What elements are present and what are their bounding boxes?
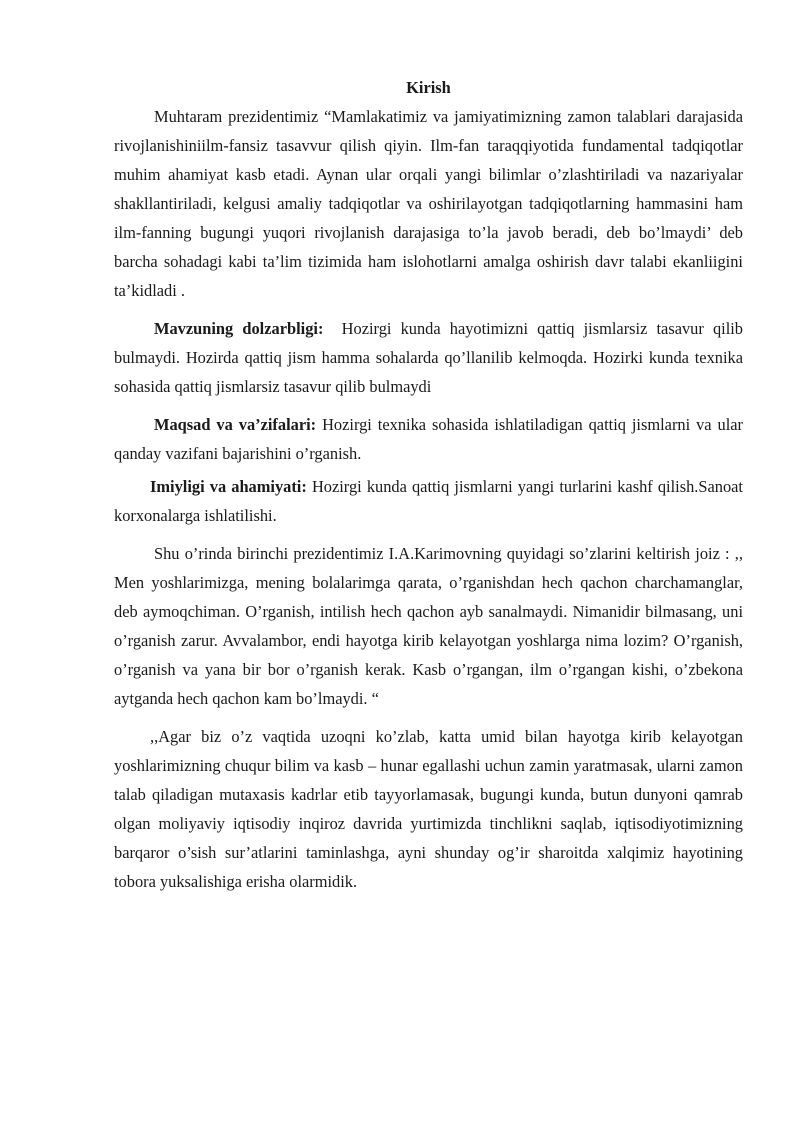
goals-label: Maqsad va va’zifalari: [154,415,317,434]
quote2-paragraph: ,,Agar biz o’z vaqtida uzoqni ko’zlab, katta umid bilan hayotga kirib kelayotgan yoshlarimizning chuqur bilim va kasb – hunar egallashi uchun zamin yaratmasak, ularni zamon talab qiladigan mutaxasis kadrlar etib tayyorlamasak, bugungi kunda, butun dunyoni qamrab olgan moliyaviy iqtisodiy inqiroz davrida yurtimizda tinchlikni saqlab, iqtisodiyotimizning barqaror o’sish sur’atlarini taminlashga, ayni shunday og’ir sharoitda xalqimiz hayotining tobora yuksalishiga erisha olarmidik. [114,727,743,891]
relevance-text: Hozirgi kunda hayotimizni qattiq jismlarsiz tasavur qilib bulmaydi. Hozirda qattiq jism hamma sohalarda qo’llanilib kelmoqda. Hozirki kunda texnika sohasida qattiq jismlarsiz tasavur qilib bulmaydi [114,319,743,396]
goals-paragraph [114,410,743,468]
intro-paragraph: Muhtaram prezidentimiz “Mamlakatimiz va jamiyatimizning zamon talablari darajasida rivojlanishiniilm-fansiz tasavvur qilish qiyin. Ilm-fan taraqqiyotida fundamental tadqiqotlar muhim ahamiyat kasb etadi. Aynan ular orqali yangi bilimlar o’zlashtiriladi va nazariyalar shakllantiriladi, kelgusi amaliy tadqiqotlar va oshirilayotgan tadqiqotlarning hammasini ham ilm-fanning bugungi yuqori rivojlanish darajasiga to’la javob beradi, deb bo’lmaydi’ deb barcha sohadagi kabi ta’lim tizimida ham islohotlarni amalga oshirish davr talabi ekanliigini ta’kidladi . [114,107,743,300]
importance-paragraph [114,472,743,530]
relevance-paragraph [114,314,743,401]
page-title: Kirish [406,78,451,97]
importance-label: Imiyligi va ahamiyati: [150,477,307,496]
relevance-label: Mavzuning dolzarbligi: [154,319,324,338]
goals-text: Hozirgi texnika sohasida ishlatiladigan qattiq jismlarni va ular qanday vazifani bajarishini o’rganish. [114,415,743,463]
quote1-paragraph: Shu o’rinda birinchi prezidentimiz I.A.Karimovning quyidagi so’zlarini keltirish joiz : ,, Men yoshlarimizga, mening bolalarimga qarata, o’rganishdan hech qachon charchamanglar, deb aymoqchiman. O’rganish, intilish hech qachon ayb sanalmaydi. Nimanidir bilmasang, uni o’rganish zarur. Avvalambor, endi hayotga kirib kelayotgan yoshlarga nima lozim? O’rganish, o’rganish va yana bir bor o’rganish kerak. Kasb o’rgangan, ilm o’rgangan kishi, o’zbekona aytganda hech qachon kam bo’lmaydi. “ [114,544,743,708]
importance-text: Hozirgi kunda qattiq jismlarni yangi turlarini kashf qilish.Sanoat korxonalarga ishlatilishi. [114,477,743,525]
